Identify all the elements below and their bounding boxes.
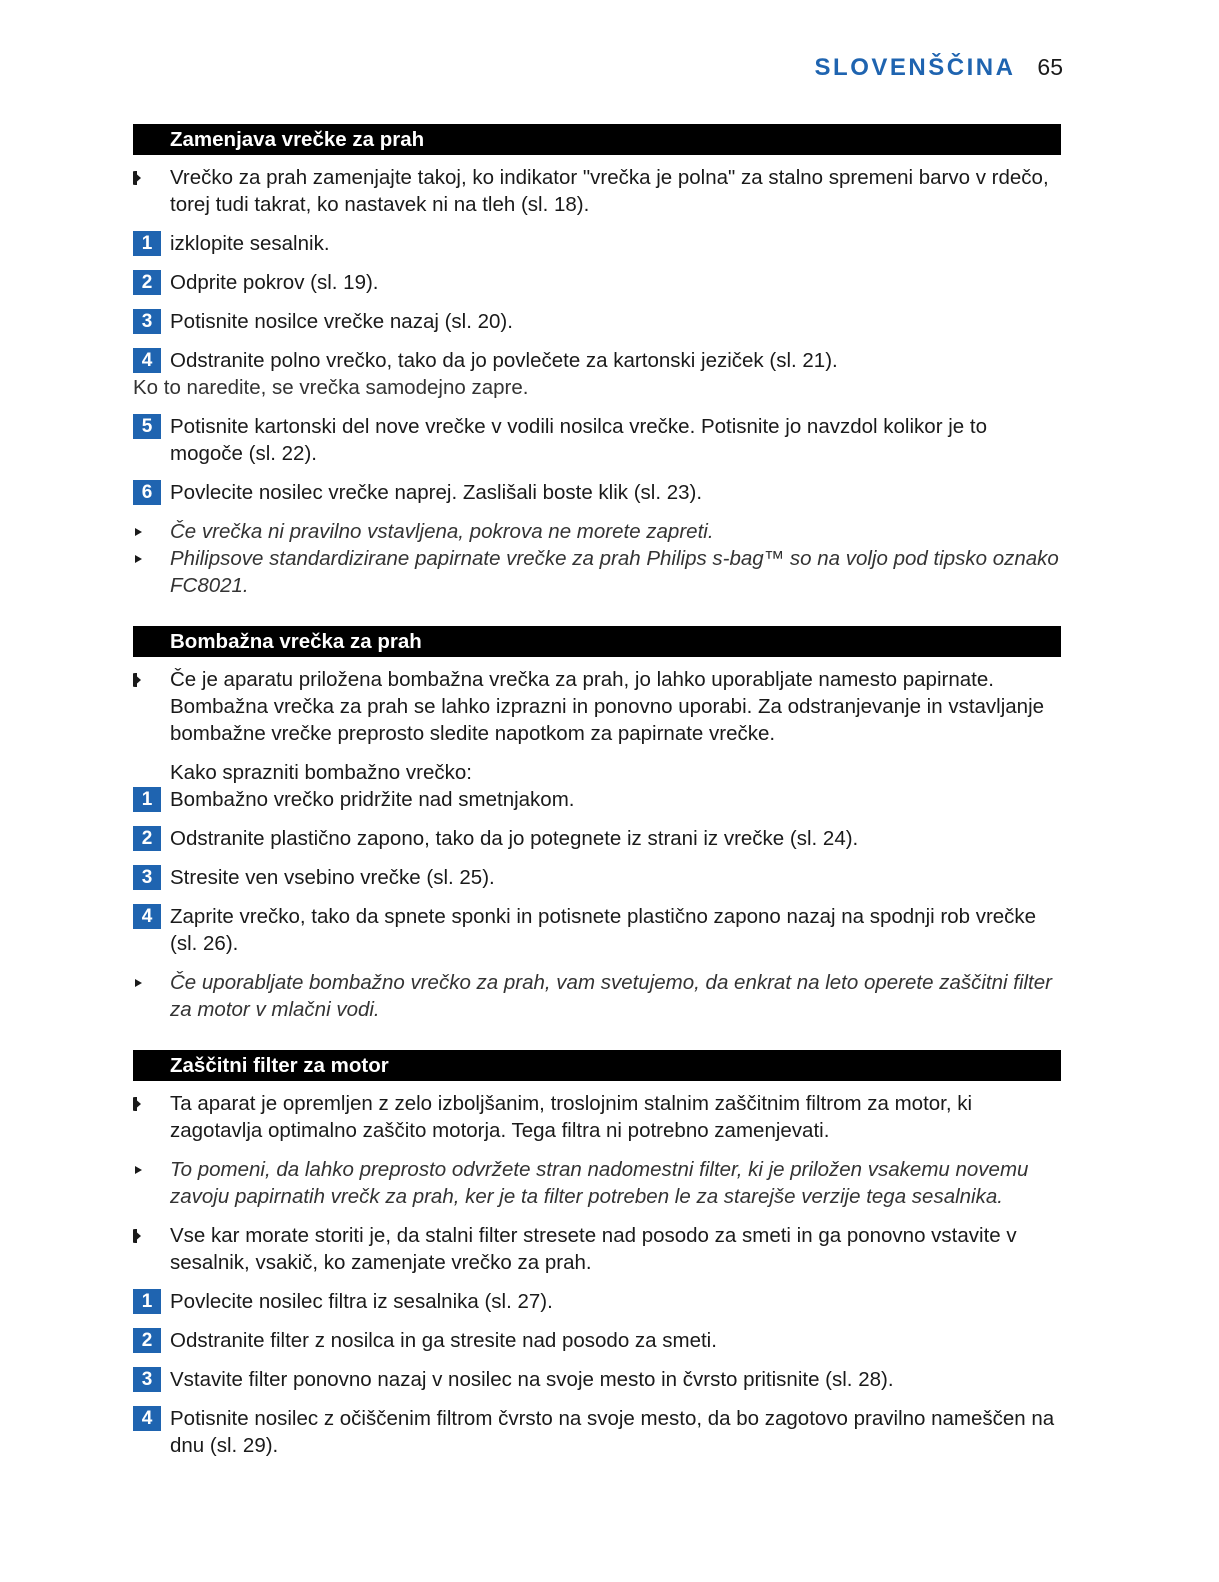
page-header (815, 54, 1063, 82)
step-number: 5 (133, 414, 161, 439)
note-item: Če uporabljate bombažno vrečko za prah, vam svetujemo, da enkrat na leto operete zaščitni filter za motor v mlačni vodi. (133, 969, 1061, 1023)
step-number: 4 (133, 348, 161, 373)
step-item: 3 Vstavite filter ponovno nazaj v nosilec na svoje mesto in čvrsto pritisnite (sl. 28). (133, 1366, 1061, 1393)
page-content (133, 124, 1061, 1471)
step-number: 3 (133, 1367, 161, 1392)
step-item: 2 Odstranite filter z nosilca in ga stresite nad posodo za smeti. (133, 1327, 1061, 1354)
bullet-item: Vrečko za prah zamenjajte takoj, ko indikator "vrečka je polna" za stalno spremeni barvo v rdečo, torej tudi takrat, ko nastavek ni na tleh (sl. 18). (133, 164, 1061, 218)
note-item: To pomeni, da lahko preprosto odvržete stran nadomestni filter, ki je priložen vsakemu novemu zavoju papirnatih vrečk za prah, ker je ta filter potreben le za starejše verzije tega sesalnika. (133, 1156, 1061, 1210)
step-number: 6 (133, 480, 161, 505)
step-item: 5 Potisnite kartonski del nove vrečke v vodili nosilca vrečke. Potisnite jo navzdol kolikor je to mogoče (sl. 22). (133, 413, 1061, 467)
section-title: Bombažna vrečka za prah (133, 626, 1061, 657)
step-number: 2 (133, 1328, 161, 1353)
language-label: SLOVENŠČINA (814, 54, 1016, 81)
step-number: 3 (133, 309, 161, 334)
page-number: 65 (1037, 54, 1063, 80)
note-item: Philipsove standardizirane papirnate vrečke za prah Philips s-bag™ so na voljo pod tipsko oznako FC8021. (133, 545, 1061, 599)
bullet-item: Vse kar morate storiti je, da stalni filter stresete nad posodo za smeti in ga ponovno vstavite v sesalnik, vsakič, ko zamenjate vrečko za prah. (133, 1222, 1061, 1276)
step-number: 2 (133, 270, 161, 295)
note-triangle-icon (135, 1166, 142, 1174)
section-title: Zaščitni filter za motor (133, 1050, 1061, 1081)
step-item: 3 Stresite ven vsebino vrečke (sl. 25). (133, 864, 1061, 891)
step-item: 2 Odprite pokrov (sl. 19). (133, 269, 1061, 296)
step-item: 4 Potisnite nosilec z očiščenim filtrom čvrsto na svoje mesto, da bo zagotovo pravilno nameščen na dnu (sl. 29). (133, 1405, 1061, 1459)
bullet-arrow-icon (133, 171, 141, 185)
step-result-text: Ko to naredite, se vrečka samodejno zapre. (133, 376, 529, 399)
note-item: Če vrečka ni pravilno vstavljena, pokrova ne morete zapreti. (133, 518, 1061, 545)
bullet-arrow-icon (133, 1097, 141, 1111)
subheading: Kako sprazniti bombažno vrečko: (170, 761, 472, 784)
step-number: 1 (133, 1289, 161, 1314)
step-item: 1 Povlecite nosilec filtra iz sesalnika (sl. 27). (133, 1288, 1061, 1315)
section-title: Zamenjava vrečke za prah (133, 124, 1061, 155)
step-item: 1 izklopite sesalnik. (133, 230, 1061, 257)
bullet-item: Če je aparatu priložena bombažna vrečka za prah, jo lahko uporabljate namesto papirnate. Bombažna vrečka za prah se lahko izprazni in ponovno uporabi. Za odstranjevanje in vstavljanje bombažne vrečke preprosto sledite napotkom za papirnate vrečke. (133, 666, 1061, 747)
step-number: 3 (133, 865, 161, 890)
step-item: 4 Odstranite polno vrečko, tako da jo povlečete za kartonski jeziček (sl. 21). (133, 347, 1061, 374)
note-triangle-icon (135, 528, 142, 536)
step-item: 4 Zaprite vrečko, tako da spnete sponki in potisnete plastično zapono nazaj na spodnji rob vrečke (sl. 26). (133, 903, 1061, 957)
step-number: 1 (133, 231, 161, 256)
step-number: 4 (133, 904, 161, 929)
bullet-item: Ta aparat je opremljen z zelo izboljšanim, troslojnim stalnim zaščitnim filtrom za motor, ki zagotavlja optimalno zaščito motorja. Tega filtra ni potrebno zamenjevati. (133, 1090, 1061, 1144)
step-number: 2 (133, 826, 161, 851)
step-item: 6 Povlecite nosilec vrečke naprej. Zaslišali boste klik (sl. 23). (133, 479, 1061, 506)
step-item: 2 Odstranite plastično zapono, tako da jo potegnete iz strani iz vrečke (sl. 24). (133, 825, 1061, 852)
step-item: 1 Bombažno vrečko pridržite nad smetnjakom. (133, 786, 1061, 813)
bullet-arrow-icon (133, 673, 141, 687)
note-triangle-icon (135, 555, 142, 563)
step-number: 1 (133, 787, 161, 812)
step-item: 3 Potisnite nosilce vrečke nazaj (sl. 20). (133, 308, 1061, 335)
step-number: 4 (133, 1406, 161, 1431)
bullet-arrow-icon (133, 1229, 141, 1243)
note-triangle-icon (135, 979, 142, 987)
